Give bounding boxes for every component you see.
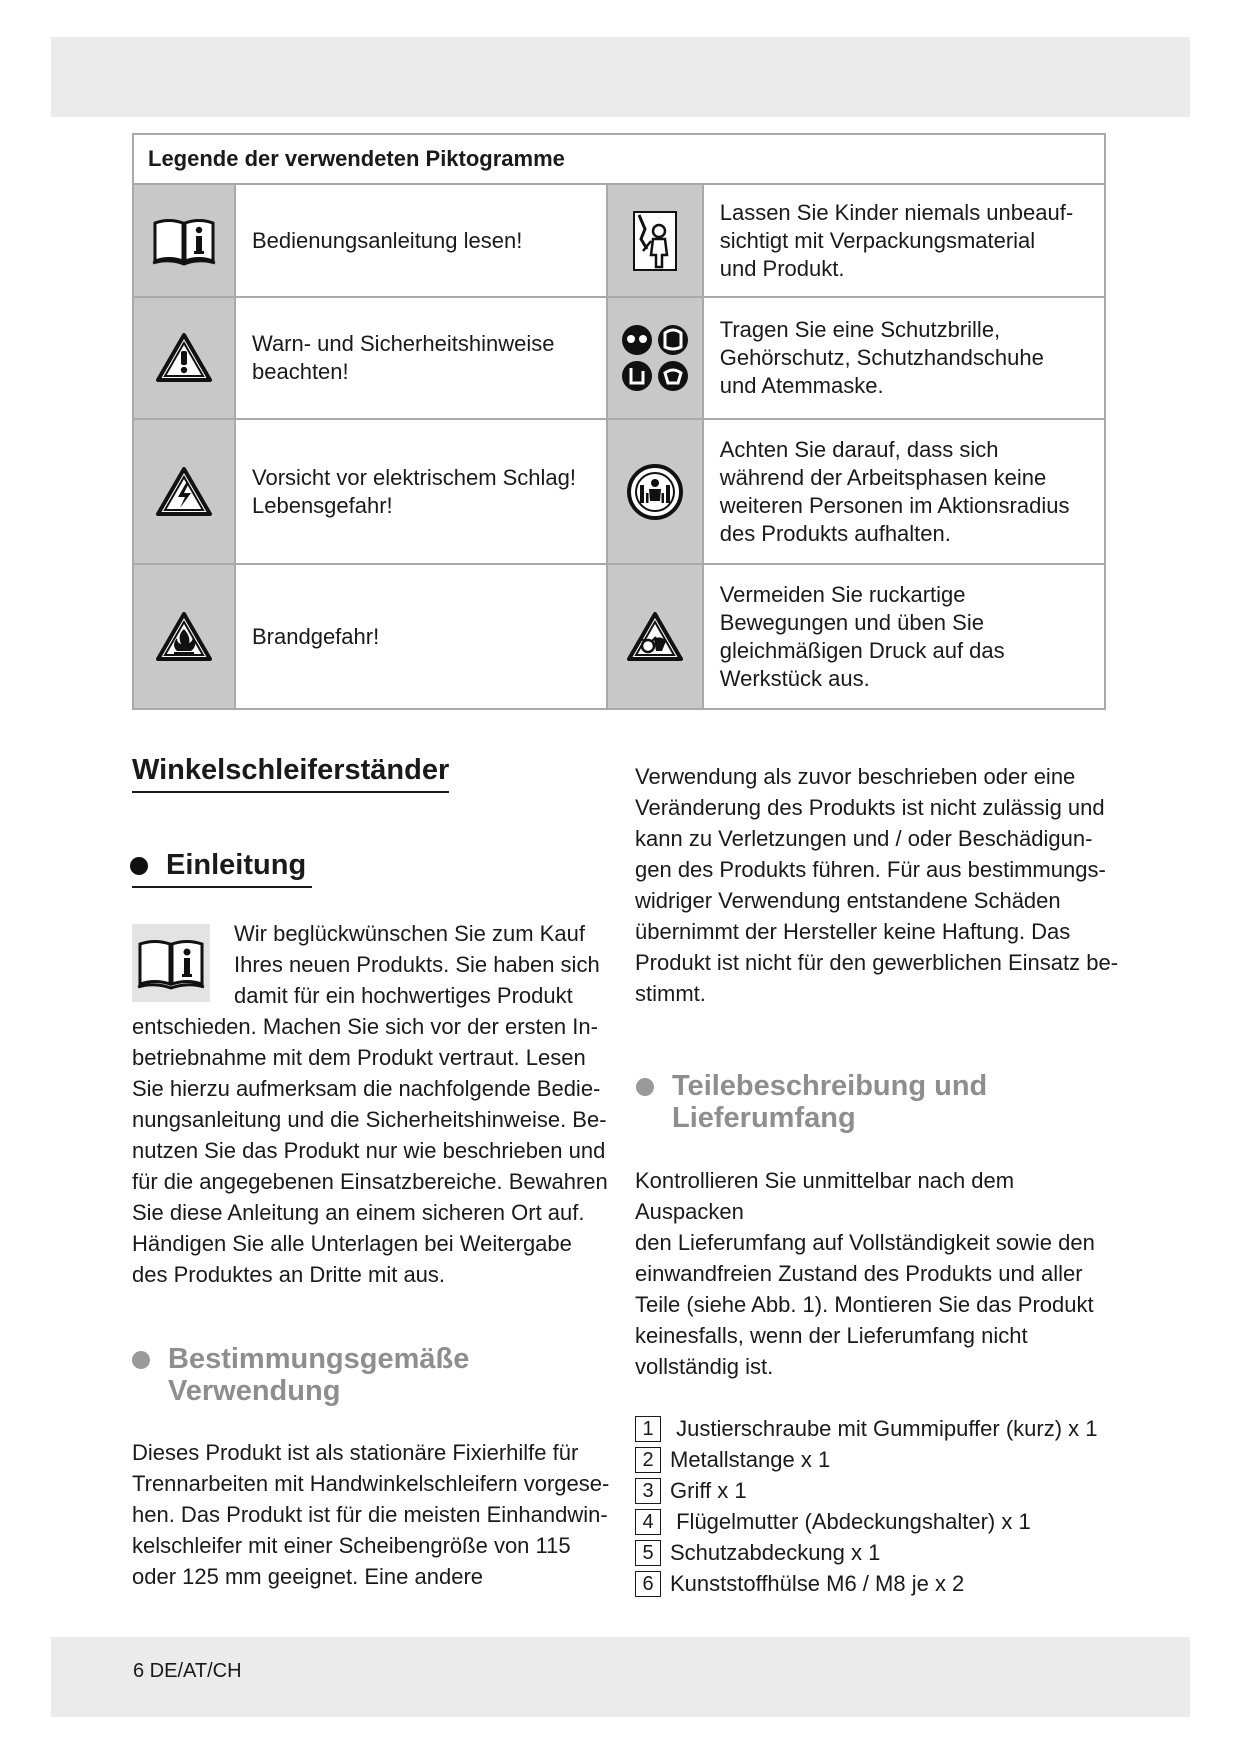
text-line: keinesfalls, wenn der Lieferumfang nicht [635, 1323, 1028, 1348]
text-line: übernimmt der Hersteller keine Haftung. Das [635, 919, 1071, 944]
text-line: Kontrollieren Sie unmittelbar nach dem Auspacken [635, 1168, 1015, 1224]
text-line: betriebnahme mit dem Produkt vertraut. Lesen [132, 1045, 586, 1070]
part-number: 3 [635, 1478, 661, 1504]
text-line: nutzen Sie das Produkt nur wie beschrieben und [132, 1138, 606, 1163]
part-number: 6 [635, 1571, 661, 1597]
intended-use-continued [635, 761, 1125, 1009]
legend-line: gleichmäßigen Druck auf das [719, 637, 1005, 663]
legend-icon-cell [607, 297, 703, 419]
legend-text [703, 419, 1105, 564]
intro-heading: Einleitung [166, 849, 307, 881]
text-line: Trennarbeiten mit Handwinkelschleifern vorgese- [132, 1471, 610, 1496]
intended-use-heading [168, 1343, 469, 1407]
parts-list [635, 1413, 1098, 1599]
legend-text: Bedienungsanleitung lesen! [235, 184, 607, 297]
child-packaging-icon [631, 226, 679, 251]
text-line: Dieses Produkt ist als stationäre Fixierhilfe für [132, 1440, 579, 1465]
legend-line: sichtigt mit Verpackungsmaterial [719, 227, 1036, 253]
list-item [635, 1413, 1098, 1444]
section-heading-intro [130, 849, 306, 881]
heading-underline [132, 886, 312, 888]
text-line: Produkt ist nicht für den gewerblichen Einsatz be- [635, 950, 1119, 975]
manual-info-icon [151, 226, 217, 251]
bullet-icon [132, 1351, 150, 1369]
intro-icon-text [234, 918, 614, 1011]
text-line: Sie diese Anleitung an einem sicheren Ort auf. [132, 1200, 585, 1225]
legend-icon-cell [133, 564, 235, 709]
text-line: hen. Das Produkt ist für die meisten Einhandwin- [132, 1502, 608, 1527]
text-line: gen des Produkts führen. Für aus bestimmungs- [635, 857, 1106, 882]
section-heading-intended-use [132, 1343, 469, 1407]
text-line: den Lieferumfang auf Vollständigkeit sowie den [635, 1230, 1095, 1255]
legend-icon-cell [607, 184, 703, 297]
legend-text [235, 419, 607, 564]
intended-use-paragraph [132, 1437, 622, 1592]
legend-line: Tragen Sie eine Schutzbrille, [719, 317, 1001, 342]
text-line: Sie hierzu aufmerksam die nachfolgende Bedie- [132, 1076, 601, 1101]
bullet-icon [130, 857, 148, 875]
legend-line: und Produkt. [719, 255, 845, 281]
page-title: Winkelschleiferständer [132, 754, 449, 793]
legend-icon-cell [133, 297, 235, 419]
legend-line: und Atemmaske. [719, 373, 884, 398]
part-number: 2 [635, 1447, 661, 1473]
text-line: Verwendung als zuvor beschrieben oder eine [635, 764, 1076, 789]
text-line: Ihres neuen Produkts. Sie haben sich [234, 952, 600, 977]
part-number: 4 [635, 1509, 661, 1535]
text-line: oder 125 mm geeignet. Eine andere [132, 1564, 484, 1589]
header-band [51, 37, 1190, 117]
legend-row [133, 297, 1105, 419]
text-line: Veränderung des Produkts ist nicht zulässig und [635, 795, 1105, 820]
text-line: kann zu Verletzungen und / oder Beschädigun- [635, 826, 1093, 851]
parts-heading [672, 1070, 987, 1134]
legend-line: weiteren Personen im Aktionsradius [719, 492, 1070, 518]
legend-text [703, 564, 1105, 709]
part-number: 1 [635, 1416, 661, 1442]
list-item [635, 1444, 1098, 1475]
text-line: Teile (siehe Abb. 1). Montieren Sie das Produkt [635, 1292, 1094, 1317]
part-label: Justierschraube mit Gummipuffer (kurz) x 1 [670, 1416, 1098, 1441]
pictogram-legend-table [132, 133, 1106, 710]
fire-hazard-icon [155, 622, 213, 647]
heading-line: Lieferumfang [672, 1102, 856, 1134]
legend-line: des Produkts aufhalten. [719, 520, 951, 546]
electric-shock-icon [155, 477, 213, 502]
manual-info-icon [132, 989, 210, 1006]
text-line: kelschleifer mit einer Scheibengröße von 115 [132, 1533, 571, 1558]
bullet-icon [636, 1078, 654, 1096]
legend-text: Brandgefahr! [235, 564, 607, 709]
heading-line: Verwendung [168, 1375, 341, 1407]
text-line: vollständig ist. [635, 1354, 774, 1379]
legend-line: beachten! [252, 359, 349, 384]
text-line: für die angegebenen Einsatzbereiche. Bewahren [132, 1169, 608, 1194]
part-label: Schutzabdeckung x 1 [670, 1540, 881, 1565]
text-line: des Produktes an Dritte mit aus. [132, 1262, 446, 1287]
legend-icon-cell [607, 419, 703, 564]
list-item [635, 1568, 1098, 1599]
legend-icon-cell [133, 419, 235, 564]
legend-line: Lassen Sie Kinder niemals unbeauf- [719, 199, 1074, 225]
text-line: Wir beglückwünschen Sie zum Kauf [234, 921, 585, 946]
intro-icon-box [132, 924, 210, 1002]
list-item [635, 1475, 1098, 1506]
legend-line: während der Arbeitsphasen keine [719, 464, 1047, 490]
list-item [635, 1506, 1098, 1537]
part-number: 5 [635, 1540, 661, 1566]
text-line: nungsanleitung und die Sicherheitshinweise. Be- [132, 1107, 607, 1132]
section-heading-parts [636, 1070, 987, 1134]
text-line: widriger Verwendung entstandene Schäden [635, 888, 1061, 913]
legend-text [703, 184, 1105, 297]
heading-line: Bestimmungsgemäße [168, 1343, 470, 1375]
intro-paragraph [132, 1011, 622, 1290]
legend-line: Vorsicht vor elektrischem Schlag! [252, 464, 577, 490]
legend-line: Warn- und Sicherheitshinweise [252, 331, 555, 356]
heading-line: Teilebeschreibung und [672, 1070, 988, 1102]
warning-triangle-icon [155, 344, 213, 369]
text-line: Händigen Sie alle Unterlagen bei Weitergabe [132, 1231, 572, 1256]
legend-title: Legende der verwendeten Piktogramme [133, 134, 1105, 184]
legend-line: Gehörschutz, Schutzhandschuhe [719, 345, 1044, 370]
text-line: stimmt. [635, 981, 706, 1006]
text-line: entschieden. Machen Sie sich vor der ersten In- [132, 1014, 598, 1039]
part-label: Metallstange x 1 [670, 1447, 831, 1472]
legend-icon-cell [607, 564, 703, 709]
legend-line: Bewegungen und üben Sie [719, 609, 984, 635]
legend-line: Werkstück aus. [719, 665, 870, 691]
legend-text [235, 297, 607, 419]
hand-pressure-icon [626, 622, 684, 647]
legend-line: Achten Sie darauf, dass sich [719, 436, 999, 462]
part-label: Kunststoffhülse M6 / M8 je x 2 [670, 1571, 965, 1596]
legend-icon-cell [133, 184, 235, 297]
legend-row [133, 184, 1105, 297]
legend-row [133, 564, 1105, 709]
part-label: Flügelmutter (Abdeckungshalter) x 1 [670, 1509, 1031, 1534]
legend-row [133, 419, 1105, 564]
part-label: Griff x 1 [670, 1478, 747, 1503]
page-footer: 6 DE/AT/CH [133, 1660, 242, 1682]
list-item [635, 1537, 1098, 1568]
legend-text [703, 297, 1105, 419]
protective-gear-icon [620, 344, 690, 369]
legend-line: Lebensgefahr! [252, 492, 393, 518]
text-line: einwandfreien Zustand des Produkts und aller [635, 1261, 1083, 1286]
no-persons-icon [626, 477, 684, 502]
legend-line: Vermeiden Sie ruckartige [719, 581, 966, 607]
parts-paragraph [635, 1165, 1125, 1382]
text-line: damit für ein hochwertiges Produkt [234, 983, 573, 1008]
